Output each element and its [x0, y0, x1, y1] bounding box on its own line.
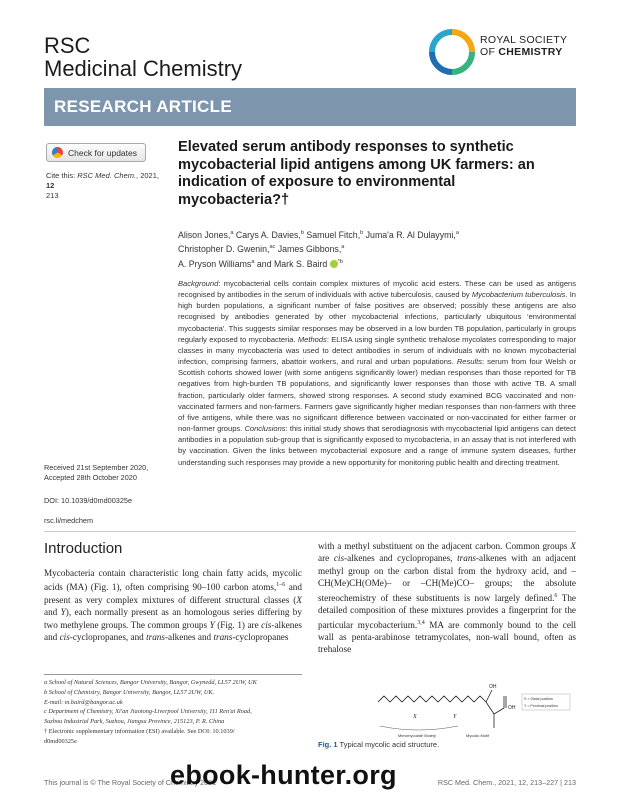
cite-prefix: Cite this: [46, 171, 78, 180]
body-text: The detailed composition of these mixtures provides a fingerprint for the particular mycobacterium. [318, 592, 576, 630]
author[interactable]: Christopher D. Gwenin, [178, 244, 270, 255]
figure-1-caption [318, 740, 439, 749]
article-title: Elevated serum antibody responses to synthetic mycobacterial lipid antigens among UK farmers: an indication of exposure to environmental mycobacteria?† [178, 139, 535, 208]
affiliation-mark: a [341, 244, 345, 251]
affiliation-mark: ac [269, 244, 276, 251]
footnote-divider [44, 674, 302, 675]
footnote-affiliation-b: b School of Chemistry, Bangor University, Bangor, LL57 2UW, UK. [44, 688, 215, 696]
copyright-notice: This journal is © The Royal Society of Chemistry 2021 [44, 778, 217, 787]
author-list [178, 227, 518, 270]
footnote-affiliation-c-cont: Suzhou Industrial Park, Suzhou, Jiangsu Province, 215123, P. R. China [44, 718, 225, 726]
body-italic: Y [60, 607, 66, 618]
body-italic: trans [457, 553, 476, 564]
hydroxyl-label: OH [489, 684, 497, 690]
rsc-logo [428, 28, 583, 78]
body-text: -alkenes and [164, 632, 214, 643]
body-text: ), each normally present as an homologous series differing by two methylene groups. The common groups [44, 607, 302, 630]
author[interactable]: James Gibbons, [275, 244, 342, 255]
meromycolate-brace [380, 726, 458, 730]
affiliation-mark: a [230, 230, 234, 236]
footnote-affiliation-a: a School of Natural Sciences, Bangor University, Bangor, Gwynedd, LL57 2UW, UK [44, 679, 257, 686]
intro-column-1 [44, 567, 302, 644]
affiliation-mark: b [300, 230, 304, 236]
figure-caption-text: Typical mycolic acid structure. [337, 740, 440, 749]
publisher-line2b: CHEMISTRY [498, 46, 563, 58]
affiliation-mark: a [251, 258, 255, 265]
intro-column-2 [318, 540, 576, 656]
watermark: ebook-hunter.org [170, 760, 397, 790]
body-text: -cyclopropanes [232, 632, 289, 643]
orcid-icon[interactable] [330, 260, 338, 268]
body-text: (Fig. 1) are [214, 619, 262, 630]
body-italic: X [296, 594, 302, 605]
footnote-email[interactable]: E-mail: m.baird@bangor.ac.uk [44, 698, 123, 706]
body-text: Mycobacteria contain characteristic long chain fatty acids, mycolic acids (MA) (Fig. 1), often comprising 90–100 carbon atoms, [44, 568, 302, 593]
abstract-text: . In high burden populations, a significant number of false positives are observed; possibly these antigens are also recognised by antibodies generated by other mycobacterial infections, particularly ubiquitous 'environmental mycobacteria'. This suggests similar responses may be observed in a low burden TB population, particularly in groups regularly exposed to mycobacteria. [178, 290, 576, 344]
body-italic: trans [213, 632, 233, 643]
abstract-conclusions-label: Conclusions [244, 424, 286, 434]
body-text: -cyclopropanes, and [69, 632, 147, 643]
body-text: MA are commonly bound to the cell wall as penta-arabinose tetramycolates, non-wall bound, often as trehalose [318, 619, 576, 655]
check-for-updates-button[interactable] [46, 143, 146, 162]
author[interactable]: and Mark S. Baird [254, 258, 330, 269]
body-italic: Y [209, 619, 215, 630]
y-label: Y [453, 714, 457, 720]
section-banner-label: RESEARCH ARTICLE [54, 97, 232, 116]
affiliation-mark: a [455, 230, 459, 236]
cite-volume: 12 [46, 181, 55, 190]
publisher-line2a: OF [480, 46, 499, 58]
abstract-background-label: Background [178, 279, 219, 288]
carbon-chain [378, 696, 486, 702]
rsc-ring-icon [428, 28, 476, 76]
abstract-text: : mycobacterial cells contain complex mixtures of mycolic acid esters. These can be used as antigens recognised by antibodies in the serum of individuals with active tuberculosis, caused by [178, 279, 576, 300]
journal-name [44, 34, 242, 80]
footnote-esi: † Electronic supplementary information (ESI) available. See DOI: 10.1039/ [44, 727, 235, 735]
author[interactable]: Samuel Fitch, [303, 229, 361, 240]
affiliation-mark: b [360, 230, 364, 236]
abstract-text: : serum from four Welsh or Scottish cohorts showed lower (with some antigens significantly lower) median responses than those reported for TB negatives from high-burden TB populations, and significantly lower responses than those with active TB. A small fraction, particularly older farmers, showed strong responses. A second study examined BCG vaccinated and non-vaccinated farmers and non-farmers. Farmers gave significantly higher median responses than non-farmers with three of five antigens, while there was no significant difference between vaccinated or non-vaccinated for either farmer or non-farmer groups. [178, 357, 576, 434]
body-text: -alkenes and cyclopropanes, [344, 553, 458, 564]
body-italic: cis [333, 553, 345, 564]
abstract-species: Mycobacterium tuberculosis [471, 290, 566, 300]
abstract-methods-label: Methods [297, 334, 327, 344]
section-banner [44, 88, 576, 126]
affiliation-mark: *b [337, 258, 343, 265]
body-text: and [44, 607, 61, 618]
author[interactable]: Alison Jones, [178, 229, 231, 240]
publisher-line1: ROYAL SOCIETY [480, 34, 568, 46]
acid-label: OH [508, 705, 516, 711]
body-text: -alkenes and [44, 619, 302, 643]
crossmark-icon [52, 147, 63, 158]
author[interactable]: Juma'a R. Al Dulayymi, [363, 229, 456, 240]
legend-distal: X = Distal position [524, 697, 553, 701]
reference[interactable]: 3,4 [417, 619, 425, 626]
reference[interactable]: 1–6 [276, 582, 286, 589]
cite-pages: 213 [46, 191, 59, 200]
journal-name-line2: Medicinal Chemistry [44, 56, 243, 81]
journal-link[interactable]: rsc.li/medchem [44, 516, 94, 525]
figure-caption-label: Fig. 1 [318, 740, 338, 749]
body-text: with a methyl substituent on the adjacent carbon. Common groups [318, 541, 571, 551]
reference[interactable]: 6 [554, 592, 558, 599]
accepted-date: Accepted 28th October 2020 [44, 473, 137, 482]
body-italic: cis [261, 619, 272, 630]
body-text: -alkenes with an adjacent methyl group on the carbon distal from the hydroxy acid, and –CH(Me)CH(OMe)– or –CH(Me)CO– groups; the absolute stereochemistry of these substituents is now largely defined. [318, 553, 577, 603]
bond [486, 690, 492, 702]
figure-1-mycolic-acid-structure [318, 670, 576, 740]
cite-year: , 2021, [136, 171, 159, 180]
body-text: are [318, 553, 334, 564]
abstract-text: : ELISA using single synthetic trehalose mycolates corresponding to major classes in many mycobacteria was used to detect antibodies in serum of individuals with no known mycobacterial infection, comprising farmers, abattoir workers, and rural and urban populations. [178, 334, 576, 367]
author[interactable]: Carys A. Davies, [233, 229, 301, 240]
citation [46, 171, 166, 201]
footnote-esi-cont: d0md00325e [44, 737, 77, 745]
introduction-heading: Introduction [44, 540, 123, 557]
abstract-text: : this initial study shows that serodiagnosis with mycobacterial lipid antigens can detect antibodies in a population sub-group that is significantly exposed to mycobacteria, in an assay that is not interfered with by vaccination. Given the links between mycobacterial exposure and a range of immune system diseases, further understanding such responses may provide a new opportunity for monitoring public health and directing treatment. [178, 424, 577, 467]
dates [44, 463, 169, 483]
check-for-updates-label: Check for updates [68, 147, 137, 158]
body-italic: X [570, 541, 576, 551]
abstract [178, 278, 576, 468]
cite-journal: RSC Med. Chem. [77, 171, 137, 180]
bond [486, 702, 494, 714]
mycolic-motif-label: Mycolic Motif [466, 733, 490, 738]
author[interactable]: A. Pryson Williams [178, 258, 252, 269]
page-citation: RSC Med. Chem., 2021, 12, 213–227 | 213 [437, 778, 576, 787]
received-date: Received 21st September 2020, [44, 463, 149, 472]
abstract-results-label: Results [456, 357, 483, 367]
footnote-affiliation-c: c Department of Chemistry, Xi'an Jiaotong-Liverpool University, 111 Ren'ai Road, [44, 708, 252, 716]
bond [494, 708, 504, 714]
doi[interactable]: DOI: 10.1039/d0md00325e [44, 496, 133, 505]
body-text: and present as very complex mixtures of different structural classes ( [44, 582, 302, 605]
legend-proximal: Y = Proximal position [524, 704, 558, 708]
x-label: X [413, 714, 417, 720]
footnotes [44, 678, 302, 747]
journal-name-line1: RSC [44, 33, 91, 58]
meromycolate-label: Meromycolate Moiety [398, 733, 437, 738]
publisher-name [480, 34, 567, 58]
body-italic: cis [59, 632, 70, 643]
body-italic: trans [146, 632, 165, 643]
section-divider [44, 531, 576, 532]
